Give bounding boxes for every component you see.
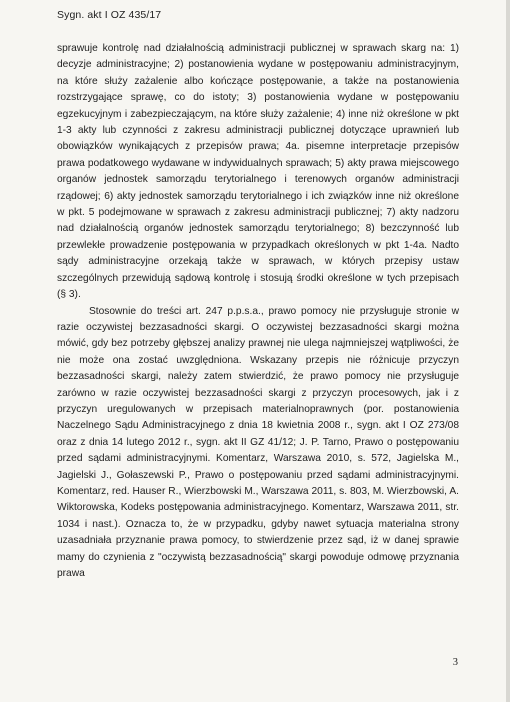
page-number: 3 (452, 657, 458, 668)
body-paragraph: sprawuje kontrolę nad działalnością administracji publicznej w sprawach skarg na: 1) decyzje administracyjne; 2) postanowienia wydane w postępowaniu administracyjnym, na które służy zażalenie albo kończące postępowanie, a także na postanowienia rozstrzygające sprawę, co do istoty; 3) postanowienia wydane w postępowaniu egzekucyjnym i zabezpieczającym, na które służy zażalenie; 4) inne niż określone w pkt 1-3 akty lub czynności z zakresu administracji publicznej dotyczące uprawnień lub obowiązków wynikających z przepisów prawa; 4a. pisemne interpretacje przepisów prawa podatkowego wydawane w indywidualnych sprawach; 5) akty prawa miejscowego organów jednostek samorządu terytorialnego i terenowych organów administracji rządowej; 6) akty jednostek samorządu terytorialnego i ich związków inne niż określone w pkt. 5 podejmowane w sprawach z zakresu administracji publicznej; 7) akty nadzoru nad działalnością organów jednostek samorządu terytorialnego; 8) bezczynność lub przewlekłe prowadzenie postępowania w przypadkach określonych w pkt 1-4a. Nadto sądy administracyjne orzekają także w sprawach, w których przepisy ustaw szczególnych przewidują sądową kontrolę i stosują środki określone w tych przepisach (§ 3). (57, 43, 459, 301)
scan-edge (506, 0, 510, 702)
body-paragraph: Stosownie do treści art. 247 p.p.s.a., prawo pomocy nie przysługuje stronie w razie oczywistej bezzasadności skargi. O oczywistej bezzasadności skargi można mówić, gdy bez potrzeby głębszej analizy prawnej nie ulega najmniejszej wątpliwości, że nie może ona zostać uwzględniona. Wskazany przepis nie różnicuje przyczyn bezzasadności skargi, należy zatem stwierdzić, że prawo pomocy nie przysługuje zarówno w razie oczywistej bezzasadności skargi z przyczyn procesowych, jak i z przyczyn uregulowanych w przepisach materialnoprawnych (por. postanowienia Naczelnego Sądu Administracyjnego z dnia 18 kwietnia 2008 r., sygn. akt I OZ 273/08 oraz z dnia 14 lutego 2012 r., sygn. akt II GZ 41/12; J. P. Tarno, Prawo o postępowaniu przed sądami administracyjnymi. Komentarz, Warszawa 2010, s. 572, Jagielska M., Jagielski J., Gołaszewski P., Prawo o postępowaniu przed sądami administracyjnymi. Komentarz, red. Hauser R., Wierzbowski M., Warszawa 2011, s. 803, M. Wierzbowski, A. Wiktorowska, Kodeks postępowania administracyjnego. Komentarz, Warszawa 2011, str. 1034 i nast.). Oznacza to, że w przypadku, gdyby nawet sytuacja materialna strony uzasadniała przyznanie prawa pomocy, to stwierdzenie przez sąd, iż w danej sprawie mamy do czynienia z "oczywistą bezzasadnością" skargi powoduje odmowę przyznania prawa (57, 305, 459, 579)
document-body (57, 41, 459, 582)
case-number-header: Sygn. akt I OZ 435/17 (57, 9, 162, 21)
